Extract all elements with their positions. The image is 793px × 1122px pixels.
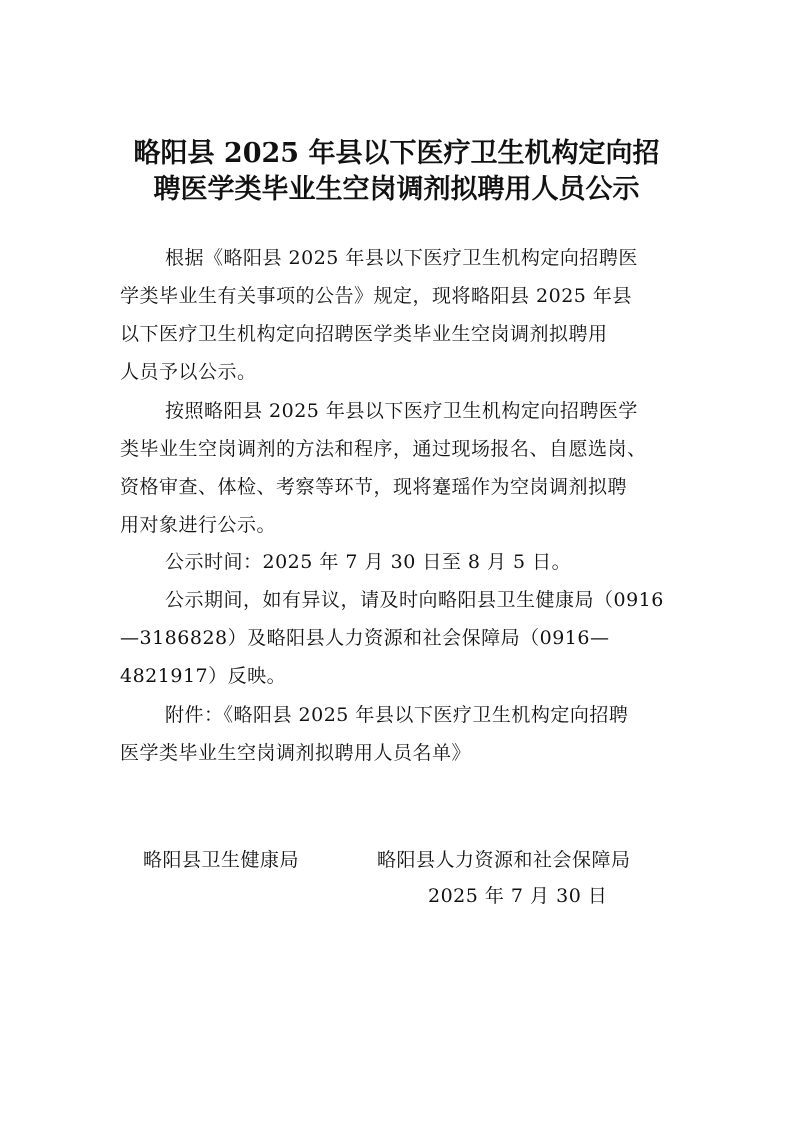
paragraph-2-line: 资格审查、体检、考察等环节，现将蹇瑶作为空岗调剂拟聘 [120, 476, 628, 498]
signature-date: 2025 年 7 月 30 日 [428, 885, 608, 907]
paragraph-1-line: 人员予以公示。 [120, 361, 257, 383]
paragraph-1-line: 根据《略阳县 2025 年县以下医疗卫生机构定向招聘医 [165, 247, 638, 269]
attachment-line: 附件：《略阳县 2025 年县以下医疗卫生机构定向招聘 [165, 704, 629, 726]
paragraph-1-line: 学类毕业生有关事项的公告》规定，现将略阳县 2025 年县 [120, 285, 632, 307]
paragraph-2-line: 用对象进行公示。 [120, 514, 277, 536]
signature-org-health-bureau: 略阳县卫生健康局 [143, 849, 300, 871]
attachment-line: 医学类毕业生空岗调剂拟聘用人员名单》 [120, 742, 472, 764]
paragraph-2-line: 按照略阳县 2025 年县以下医疗卫生机构定向招聘医学 [165, 400, 638, 422]
paragraph-4-line: 4821917）反映。 [120, 665, 287, 687]
publicity-period-line: 公示时间：2025 年 7 月 30 日至 8 月 5 日。 [165, 551, 572, 573]
paragraph-1-line: 以下医疗卫生机构定向招聘医学类毕业生空岗调剂拟聘用 [120, 323, 608, 345]
paragraph-2-line: 类毕业生空岗调剂的方法和程序，通过现场报名、自愿选岗、 [120, 438, 647, 460]
paragraph-4-line: 公示期间，如有异议，请及时向略阳县卫生健康局（0916 [165, 589, 664, 611]
document-title-line-2: 聘医学类毕业生空岗调剂拟聘用人员公示 [153, 174, 640, 205]
document-title-line-1: 略阳县 2025 年县以下医疗卫生机构定向招 [133, 138, 660, 169]
signature-org-hr-bureau: 略阳县人力资源和社会保障局 [377, 849, 631, 871]
paragraph-4-line: —3186828）及略阳县人力资源和社会保障局（0916— [120, 627, 610, 649]
